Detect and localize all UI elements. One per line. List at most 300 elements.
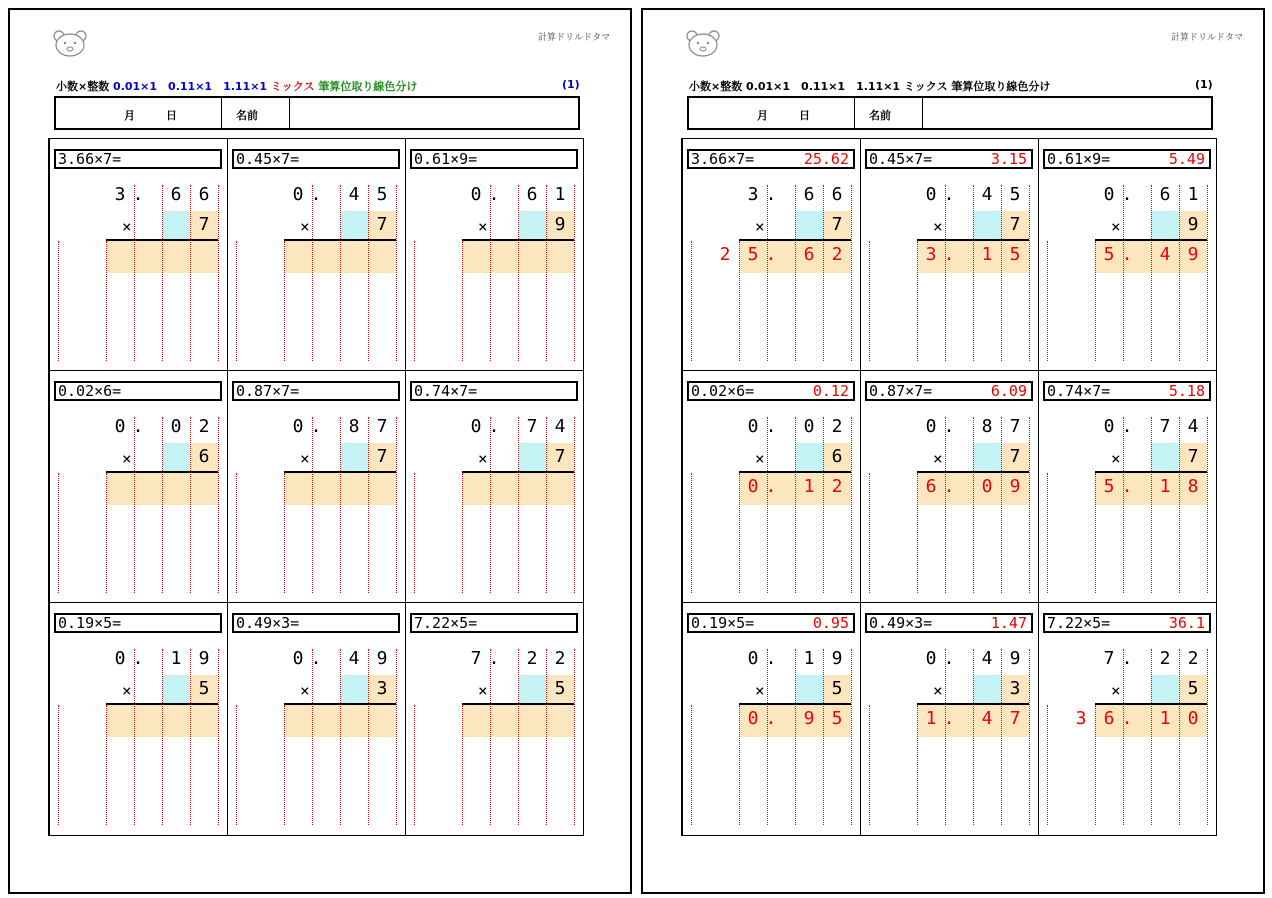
multiplicand-digit: .: [310, 184, 322, 205]
multiplicand-digit: 5: [376, 184, 388, 205]
place-value-line: [795, 417, 796, 593]
product-line: [739, 703, 851, 705]
times-symbol: ×: [478, 449, 488, 468]
multiplier-ones-cell: [162, 443, 190, 471]
place-value-line: [1151, 649, 1152, 825]
times-symbol: ×: [300, 217, 310, 236]
title-mix: ミックス: [903, 80, 952, 93]
place-value-line: [546, 649, 547, 825]
product-digit: .: [765, 244, 777, 265]
place-value-line: [691, 705, 692, 825]
answer-text: 0.12: [812, 382, 849, 400]
product-line: [1095, 703, 1207, 705]
place-value-line: [190, 417, 191, 593]
multiplier-digit: 7: [831, 214, 843, 235]
place-value-line: [190, 185, 191, 361]
multiplier-ones-cell: [518, 675, 546, 703]
product-digit: 2: [719, 244, 731, 265]
place-value-line: [218, 185, 219, 361]
place-value-line: [945, 185, 946, 361]
problem-cell: [861, 603, 1039, 835]
multiplicand-digit: 0: [747, 416, 759, 437]
place-value-line: [134, 417, 135, 593]
multiplicand-digit: 0: [292, 184, 304, 205]
problem-expression: [865, 149, 1033, 169]
problem-expression: [232, 149, 400, 169]
place-value-line: [162, 649, 163, 825]
problem-cell: [861, 371, 1039, 603]
product-line: [739, 471, 851, 473]
expression-text: 7.22×5=: [1047, 614, 1111, 632]
product-digit: 6: [1103, 708, 1115, 729]
product-line: [106, 471, 218, 473]
multiplier-digit: 3: [1009, 678, 1021, 699]
month-label: 月: [124, 109, 135, 122]
multiplier-digit: 7: [376, 446, 388, 467]
problem-cell: [1039, 371, 1217, 603]
problem-cell: [228, 371, 406, 603]
product-digit: .: [765, 476, 777, 497]
times-symbol: ×: [1111, 217, 1121, 236]
place-value-line: [973, 185, 974, 361]
product-line: [462, 239, 574, 241]
multiplicand-digit: .: [765, 184, 777, 205]
expression-text: 0.45×7=: [236, 150, 300, 168]
place-value-line: [490, 649, 491, 825]
expression-text: 0.74×7=: [414, 382, 478, 400]
place-value-line: [869, 241, 870, 361]
place-value-line: [1151, 417, 1152, 593]
place-value-line: [1179, 185, 1180, 361]
product-digit: 0: [981, 476, 993, 497]
multiplicand-digit: 0: [925, 184, 937, 205]
product-line: [917, 471, 1029, 473]
place-value-line: [312, 649, 313, 825]
multiplicand-digit: .: [132, 416, 144, 437]
multiplicand-digit: 2: [1187, 648, 1199, 669]
problem-expression: [232, 381, 400, 401]
place-value-line: [462, 241, 463, 361]
place-value-line: [1179, 649, 1180, 825]
product-digit: 3: [925, 244, 937, 265]
multiplier-ones-cell: [162, 211, 190, 239]
times-symbol: ×: [122, 449, 132, 468]
problem-cell: [406, 603, 584, 835]
place-value-line: [851, 185, 852, 361]
title-range: 0.01×1 0.11×1 1.11×1: [113, 80, 271, 93]
place-value-line: [945, 649, 946, 825]
product-line: [1095, 471, 1207, 473]
answer-text: 6.09: [990, 382, 1027, 400]
place-value-line: [396, 185, 397, 361]
title-range: 0.01×1 0.11×1 1.11×1: [746, 80, 904, 93]
multiplicand-digit: 0: [292, 416, 304, 437]
multiplicand-digit: 2: [198, 416, 210, 437]
multiplicand-digit: 0: [114, 416, 126, 437]
place-value-line: [1123, 649, 1124, 825]
times-symbol: ×: [1111, 449, 1121, 468]
problem-cell: [683, 139, 861, 371]
problem-cell: [683, 603, 861, 835]
times-symbol: ×: [122, 681, 132, 700]
problem-expression: [687, 613, 855, 633]
product-digit: 4: [1159, 244, 1171, 265]
place-value-line: [462, 473, 463, 593]
multiplicand-digit: 4: [554, 416, 566, 437]
answer-text: 25.62: [803, 150, 849, 168]
problem-cell: [50, 139, 228, 371]
problem-grid: [681, 138, 1217, 836]
multiplier-ones-cell: [795, 675, 823, 703]
multiplicand-digit: 4: [981, 184, 993, 205]
multiplier-ones-cell: [1151, 443, 1179, 471]
answer-text: 1.47: [990, 614, 1027, 632]
problem-cell: [50, 371, 228, 603]
place-value-line: [414, 241, 415, 361]
problem-expression: [865, 613, 1033, 633]
multiplicand-digit: 0: [470, 184, 482, 205]
problem-expression: [687, 381, 855, 401]
problem-cell: [406, 371, 584, 603]
multiplicand-digit: 4: [348, 184, 360, 205]
place-value-line: [1207, 649, 1208, 825]
times-symbol: ×: [933, 449, 943, 468]
month-label: 月: [757, 109, 768, 122]
multiplicand-digit: 2: [831, 416, 843, 437]
answer-text: 36.1: [1168, 614, 1205, 632]
multiplicand-digit: 1: [1187, 184, 1199, 205]
product-line: [917, 239, 1029, 241]
product-line: [106, 239, 218, 241]
multiplicand-digit: 7: [470, 648, 482, 669]
multiplicand-digit: .: [1121, 416, 1133, 437]
product-digit: 5: [1009, 244, 1021, 265]
product-line: [1095, 239, 1207, 241]
day-label: 日: [799, 109, 810, 122]
name-label: 名前: [869, 109, 891, 122]
multiplicand-digit: .: [1121, 184, 1133, 205]
product-digit: .: [943, 476, 955, 497]
multiplicand-digit: .: [943, 184, 955, 205]
brand-label: 計算ドリルドタマ: [1170, 33, 1243, 43]
place-value-line: [869, 473, 870, 593]
problem-cell: [683, 371, 861, 603]
title-method: 筆算位取り線色分け: [318, 80, 418, 93]
times-symbol: ×: [933, 217, 943, 236]
problem-expression: [1043, 381, 1211, 401]
multiplicand-digit: 0: [925, 416, 937, 437]
multiplicand-digit: .: [765, 416, 777, 437]
product-digit: 9: [803, 708, 815, 729]
place-value-line: [490, 185, 491, 361]
problem-cell: [228, 139, 406, 371]
multiplier-digit: 3: [376, 678, 388, 699]
product-digit: 0: [747, 708, 759, 729]
expression-text: 3.66×7=: [691, 150, 755, 168]
place-value-line: [851, 649, 852, 825]
product-digit: 5: [1103, 244, 1115, 265]
multiplier-digit: 9: [1187, 214, 1199, 235]
multiplicand-digit: .: [943, 416, 955, 437]
multiplicand-digit: 6: [831, 184, 843, 205]
expression-text: 0.87×7=: [869, 382, 933, 400]
multiplier-ones-cell: [518, 443, 546, 471]
multiplicand-digit: .: [310, 416, 322, 437]
multiplicand-digit: 0: [114, 648, 126, 669]
expression-text: 0.45×7=: [869, 150, 933, 168]
place-value-line: [462, 705, 463, 825]
place-value-line: [546, 185, 547, 361]
times-symbol: ×: [478, 217, 488, 236]
multiplicand-digit: 9: [1009, 648, 1021, 669]
product-digit: 1: [803, 476, 815, 497]
place-value-line: [823, 185, 824, 361]
multiplier-ones-cell: [340, 443, 368, 471]
multiplicand-digit: 6: [198, 184, 210, 205]
problem-cell: [1039, 139, 1217, 371]
place-value-line: [574, 417, 575, 593]
title-number: (1): [562, 78, 580, 91]
worksheet-problem-page: [8, 8, 632, 894]
product-line: [284, 239, 396, 241]
multiplicand-digit: 0: [1103, 416, 1115, 437]
name-label-cell: [855, 98, 923, 128]
product-digit: 9: [1187, 244, 1199, 265]
product-line: [462, 471, 574, 473]
title-topic: 小数×整数: [689, 80, 747, 93]
place-value-line: [414, 705, 415, 825]
product-digit: 1: [981, 244, 993, 265]
multiplicand-digit: .: [310, 648, 322, 669]
place-value-line: [518, 649, 519, 825]
product-digit: .: [943, 708, 955, 729]
product-digit: 9: [1009, 476, 1021, 497]
product-digit: 5: [747, 244, 759, 265]
place-value-line: [691, 473, 692, 593]
multiplicand-digit: 6: [803, 184, 815, 205]
multiplicand-digit: 3: [747, 184, 759, 205]
answer-text: 5.49: [1168, 150, 1205, 168]
date-name-box: [54, 96, 580, 130]
multiplicand-digit: 9: [376, 648, 388, 669]
problem-cell: [861, 139, 1039, 371]
problem-expression: [1043, 149, 1211, 169]
multiplicand-digit: 1: [554, 184, 566, 205]
place-value-line: [1123, 417, 1124, 593]
product-line: [284, 703, 396, 705]
problem-expression: [410, 381, 578, 401]
product-digit: 6: [803, 244, 815, 265]
expression-text: 0.49×3=: [236, 614, 300, 632]
worksheet-title: [689, 78, 1213, 94]
multiplicand-digit: 9: [198, 648, 210, 669]
multiplicand-digit: 6: [526, 184, 538, 205]
problem-expression: [410, 613, 578, 633]
place-value-line: [1047, 473, 1048, 593]
problem-cell: [50, 603, 228, 835]
place-value-line: [340, 649, 341, 825]
multiplicand-digit: 0: [747, 648, 759, 669]
place-value-line: [236, 241, 237, 361]
multiplier-digit: 7: [1009, 446, 1021, 467]
answer-text: 3.15: [990, 150, 1027, 168]
product-digit: 1: [925, 708, 937, 729]
name-label: 名前: [236, 109, 258, 122]
place-value-line: [312, 417, 313, 593]
problem-expression: [865, 381, 1033, 401]
place-value-line: [973, 417, 974, 593]
problem-expression: [54, 381, 222, 401]
multiplier-digit: 5: [198, 678, 210, 699]
expression-text: 0.02×6=: [58, 382, 122, 400]
place-value-line: [58, 473, 59, 593]
expression-text: 0.61×9=: [414, 150, 478, 168]
times-symbol: ×: [122, 217, 132, 236]
multiplicand-digit: .: [765, 648, 777, 669]
place-value-line: [795, 185, 796, 361]
multiplicand-digit: .: [488, 416, 500, 437]
multiplier-digit: 7: [554, 446, 566, 467]
multiplier-digit: 5: [831, 678, 843, 699]
multiplicand-digit: .: [943, 648, 955, 669]
date-name-box: [687, 96, 1213, 130]
multiplier-ones-cell: [340, 211, 368, 239]
multiplicand-digit: 0: [1103, 184, 1115, 205]
problem-expression: [687, 149, 855, 169]
product-line: [284, 471, 396, 473]
place-value-line: [851, 417, 852, 593]
product-digit: 5: [831, 708, 843, 729]
place-value-line: [518, 417, 519, 593]
place-value-line: [1029, 185, 1030, 361]
worksheet-title: [56, 78, 580, 94]
place-value-line: [1207, 417, 1208, 593]
place-value-line: [312, 185, 313, 361]
title-topic: 小数×整数: [56, 80, 114, 93]
product-digit: 2: [831, 244, 843, 265]
place-value-line: [767, 417, 768, 593]
multiplicand-digit: 7: [1103, 648, 1115, 669]
multiplier-ones-cell: [518, 211, 546, 239]
product-line: [462, 703, 574, 705]
place-value-line: [1029, 649, 1030, 825]
place-value-line: [134, 185, 135, 361]
multiplicand-digit: 2: [554, 648, 566, 669]
place-value-line: [767, 649, 768, 825]
place-value-line: [691, 241, 692, 361]
expression-text: 0.61×9=: [1047, 150, 1111, 168]
product-digit: .: [765, 708, 777, 729]
place-value-line: [218, 417, 219, 593]
problem-cell: [1039, 603, 1217, 835]
place-value-line: [1001, 185, 1002, 361]
expression-text: 0.02×6=: [691, 382, 755, 400]
product-digit: 0: [1187, 708, 1199, 729]
place-value-line: [973, 649, 974, 825]
multiplier-digit: 7: [198, 214, 210, 235]
multiplicand-digit: 2: [526, 648, 538, 669]
problem-expression: [54, 613, 222, 633]
multiplicand-digit: .: [488, 184, 500, 205]
place-value-line: [1123, 185, 1124, 361]
place-value-line: [368, 417, 369, 593]
problem-grid: [48, 138, 584, 836]
product-line: [106, 703, 218, 705]
multiplicand-digit: .: [488, 648, 500, 669]
place-value-line: [869, 705, 870, 825]
place-value-line: [236, 705, 237, 825]
times-symbol: ×: [933, 681, 943, 700]
product-digit: .: [943, 244, 955, 265]
product-digit: .: [1121, 476, 1133, 497]
times-symbol: ×: [300, 681, 310, 700]
multiplicand-digit: 0: [803, 416, 815, 437]
place-value-line: [1029, 417, 1030, 593]
multiplier-ones-cell: [340, 675, 368, 703]
problem-expression: [232, 613, 400, 633]
product-digit: 7: [1009, 708, 1021, 729]
place-value-line: [218, 649, 219, 825]
expression-text: 0.19×5=: [58, 614, 122, 632]
multiplicand-digit: 6: [1159, 184, 1171, 205]
multiplicand-digit: 7: [1159, 416, 1171, 437]
product-digit: 1: [1159, 708, 1171, 729]
problem-expression: [410, 149, 578, 169]
place-value-line: [58, 705, 59, 825]
expression-text: 7.22×5=: [414, 614, 478, 632]
title-method: 筆算位取り線色分け: [951, 80, 1051, 93]
place-value-line: [1179, 417, 1180, 593]
place-value-line: [340, 185, 341, 361]
multiplier-digit: 7: [376, 214, 388, 235]
multiplier-ones-cell: [973, 211, 1001, 239]
multiplier-digit: 6: [831, 446, 843, 467]
multiplicand-digit: 1: [170, 648, 182, 669]
place-value-line: [574, 185, 575, 361]
multiplicand-digit: .: [132, 648, 144, 669]
answer-text: 0.95: [812, 614, 849, 632]
multiplier-digit: 5: [554, 678, 566, 699]
brand-label: 計算ドリルドタマ: [537, 33, 610, 43]
place-value-line: [284, 473, 285, 593]
place-value-line: [58, 241, 59, 361]
place-value-line: [546, 417, 547, 593]
multiplicand-digit: 9: [831, 648, 843, 669]
place-value-line: [414, 473, 415, 593]
place-value-line: [767, 185, 768, 361]
place-value-line: [1001, 649, 1002, 825]
expression-text: 0.74×7=: [1047, 382, 1111, 400]
place-value-line: [134, 649, 135, 825]
name-label-cell: [222, 98, 290, 128]
place-value-line: [236, 473, 237, 593]
product-line: [917, 703, 1029, 705]
place-value-line: [396, 649, 397, 825]
multiplicand-digit: 8: [348, 416, 360, 437]
title-number: (1): [1195, 78, 1213, 91]
product-digit: 0: [747, 476, 759, 497]
multiplicand-digit: 0: [170, 416, 182, 437]
multiplicand-digit: 8: [981, 416, 993, 437]
times-symbol: ×: [1111, 681, 1121, 700]
place-value-line: [162, 185, 163, 361]
answer-text: 5.18: [1168, 382, 1205, 400]
multiplier-ones-cell: [795, 211, 823, 239]
multiplier-digit: 7: [1009, 214, 1021, 235]
place-value-line: [396, 417, 397, 593]
multiplicand-digit: 4: [981, 648, 993, 669]
multiplicand-digit: 0: [292, 648, 304, 669]
